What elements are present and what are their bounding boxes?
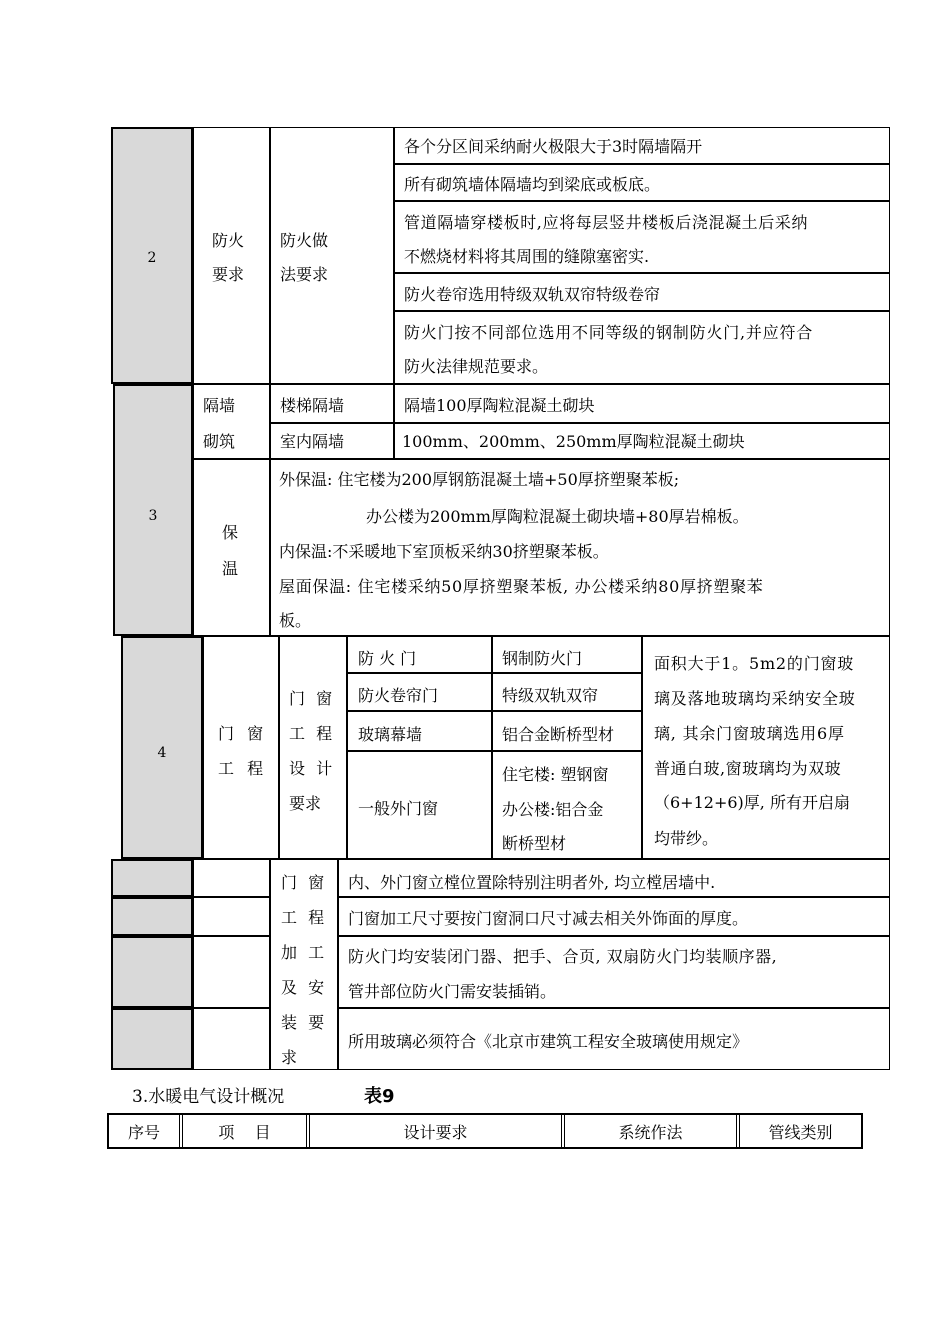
category-cell-fire xyxy=(193,127,270,384)
install-item-3-line1: 防火门均安装闭门器、把手、合页, 双扇防火门均装顺序器, xyxy=(348,947,778,966)
row-number-3: 3 xyxy=(148,508,158,524)
row-number-4: 4 xyxy=(157,745,167,761)
insulation-line-2: 办公楼为200mm厚陶粒混凝土砌块墙+80厚岩棉板。 xyxy=(366,507,749,526)
fire-item-5-line2: 防火法律规范要求。 xyxy=(404,357,549,376)
door-type-4-name: 一般外门窗 xyxy=(358,799,439,818)
wall-row-2-name: 室内隔墙 xyxy=(280,432,345,451)
insulation-line-5: 板。 xyxy=(279,611,312,630)
fire-item-1: 各个分区间采纳耐火极限大于3时隔墙隔开 xyxy=(404,137,703,156)
table-label: 表9 xyxy=(364,1086,395,1107)
install-cat-empty-4 xyxy=(193,1008,270,1070)
category-fire-line2: 要求 xyxy=(212,265,245,284)
subcategory-doors-line3: 设 计 xyxy=(289,759,333,778)
subcategory-fire-line1: 防火做 xyxy=(280,231,329,250)
install-num-cell-4 xyxy=(111,1008,193,1070)
table9-header-design: 设计要求 xyxy=(403,1123,468,1142)
door-type-2-name: 防火卷帘门 xyxy=(358,686,439,705)
table9-header-system: 系统作法 xyxy=(618,1123,683,1142)
install-item-3-line2: 管井部位防火门需安装插销。 xyxy=(348,982,557,1001)
install-item-4: 所用玻璃必须符合《北京市建筑工程安全玻璃使用规定》 xyxy=(348,1032,749,1051)
install-num-cell-3 xyxy=(111,936,193,1008)
insulation-line-4: 屋面保温: 住宅楼采纳50厚挤塑聚苯板, 办公楼采纳80厚挤塑聚苯 xyxy=(279,577,764,596)
door-type-4-material-line2: 办公楼:铝合金 xyxy=(502,800,604,819)
category-wall-line1: 隔墙 xyxy=(203,396,236,415)
door-type-1-material: 钢制防火门 xyxy=(502,649,583,668)
wall-row-1-desc: 隔墙100厚陶粒混凝土砌块 xyxy=(404,396,595,415)
install-num-cell-2 xyxy=(111,897,193,936)
table9-header-seq: 序号 xyxy=(127,1123,160,1142)
doors-note-line1: 面积大于1。5m2的门窗玻 xyxy=(654,654,855,673)
fire-item-2: 所有砌筑墙体隔墙均到梁底或板底。 xyxy=(404,175,661,194)
door-type-2-material: 特级双轨双帘 xyxy=(502,686,599,705)
door-type-4-material-line1: 住宅楼: 塑钢窗 xyxy=(502,765,609,784)
install-cat-empty-3 xyxy=(193,936,270,1008)
fire-item-5-line1: 防火门按不同部位选用不同等级的钢制防火门,并应符合 xyxy=(404,323,814,342)
subcategory-doors-line2: 工 程 xyxy=(289,724,333,743)
subcategory-cell-fire xyxy=(270,127,394,384)
table9-header-pipeline: 管线类别 xyxy=(768,1123,833,1142)
door-type-3-name: 玻璃幕墙 xyxy=(358,725,423,744)
install-cat-empty-2 xyxy=(193,897,270,936)
section-title: 3.水暖电气设计概况 xyxy=(132,1087,285,1107)
doors-note-line5: （6+12+6)厚, 所有开启扇 xyxy=(654,793,850,812)
fire-item-3-line2: 不燃烧材料将其周围的缝隙塞密实. xyxy=(404,247,650,266)
install-sub-line3: 加 工 xyxy=(281,943,325,962)
install-cat-empty-1 xyxy=(193,859,270,897)
insulation-line-1: 外保温: 住宅楼为200厚钢筋混凝土墙+50厚挤塑聚苯板; xyxy=(279,470,680,489)
category-fire-line1: 防火 xyxy=(212,231,245,250)
subcategory-cell-doors xyxy=(279,636,347,859)
subcategory-doors-line1: 门 窗 xyxy=(289,689,333,708)
doors-note-line6: 均带纱。 xyxy=(654,829,719,848)
subcategory-doors-line4: 要求 xyxy=(289,794,322,813)
wall-row-2-desc: 100mm、200mm、250mm厚陶粒混凝土砌块 xyxy=(402,432,745,451)
doors-note-line3: 璃, 其余门窗玻璃选用6厚 xyxy=(654,724,845,743)
category-insulation-line2: 温 xyxy=(222,559,239,578)
subcategory-fire-line2: 法要求 xyxy=(280,265,329,284)
install-sub-line6: 求 xyxy=(281,1048,298,1067)
install-item-2: 门窗加工尺寸要按门窗洞口尺寸减去相关外饰面的厚度。 xyxy=(348,909,749,928)
category-wall-line2: 砌筑 xyxy=(203,432,236,451)
fire-item-3-line1: 管道隔墙穿楼板时,应将每层竖井楼板后浇混凝土后采纳 xyxy=(404,213,809,232)
row-number-2: 2 xyxy=(147,250,157,266)
door-type-1-name: 防 火 门 xyxy=(358,649,417,668)
insulation-line-3: 内保温:不采暖地下室顶板采纳30挤塑聚苯板。 xyxy=(279,542,609,561)
door-type-3-material: 铝合金断桥型材 xyxy=(502,725,615,744)
install-sub-line2: 工 程 xyxy=(281,908,325,927)
install-sub-line5: 装 要 xyxy=(281,1013,325,1032)
install-sub-line1: 门 窗 xyxy=(281,873,325,892)
fire-item-4: 防火卷帘选用特级双轨双帘特级卷帘 xyxy=(404,285,661,304)
category-insulation-line1: 保 xyxy=(222,523,239,542)
category-cell-insulation xyxy=(193,459,270,636)
category-doors-line1: 门 窗 xyxy=(218,724,264,743)
install-sub-line4: 及 安 xyxy=(281,978,325,997)
table9-header-item: 项 目 xyxy=(218,1123,271,1142)
category-cell-doors xyxy=(203,636,279,859)
category-doors-line2: 工 程 xyxy=(218,759,264,778)
doors-note-line2: 璃及落地玻璃均采纳安全玻 xyxy=(654,689,856,708)
doors-note-line4: 普通白玻,窗玻璃均为双玻 xyxy=(654,759,842,778)
install-item-1: 内、外门窗立樘位置除特别注明者外, 均立樘居墙中. xyxy=(348,873,716,892)
wall-row-1-name: 楼梯隔墙 xyxy=(280,396,345,415)
install-num-cell-1 xyxy=(111,859,193,897)
door-type-4-material-line3: 断桥型材 xyxy=(502,834,567,853)
